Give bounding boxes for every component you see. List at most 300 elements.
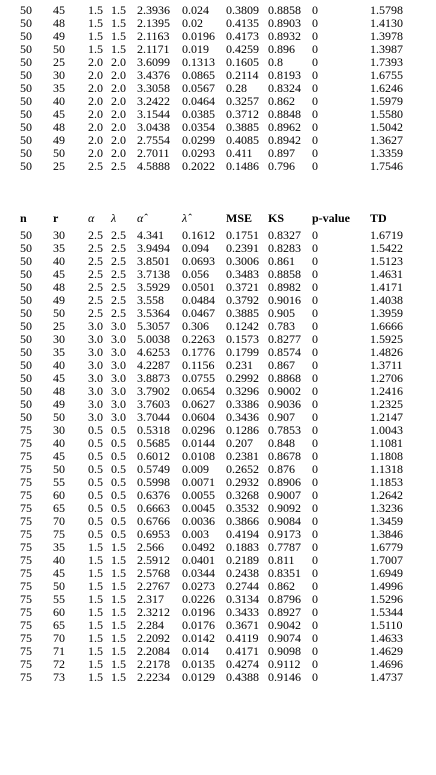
table-cell: 1.5 xyxy=(111,618,126,632)
table-cell: 2.1171 xyxy=(137,42,170,56)
table-cell: 0 xyxy=(312,553,318,567)
table-cell: 1.7393 xyxy=(370,55,403,69)
table-cell: 0 xyxy=(312,254,318,268)
table-cell: 35 xyxy=(53,241,65,255)
table-cell: 0.0654 xyxy=(182,384,215,398)
table-cell: 1.5 xyxy=(111,579,126,593)
table-cell: 1.5 xyxy=(111,566,126,580)
table-cell: 0 xyxy=(312,423,318,437)
table-cell: 0.0484 xyxy=(182,293,215,307)
table-cell: 0.0693 xyxy=(182,254,215,268)
table-cell: 3.0 xyxy=(88,319,103,333)
table-cell: 0 xyxy=(312,605,318,619)
table-cell: 3.3058 xyxy=(137,81,170,95)
table-cell: 49 xyxy=(53,397,65,411)
table-cell: 2.5 xyxy=(111,280,126,294)
table-cell: 0.862 xyxy=(268,94,295,108)
table-cell: 3.0 xyxy=(111,397,126,411)
table-cell: 0.5 xyxy=(111,501,126,515)
table-cell: 65 xyxy=(53,501,65,515)
table-cell: 0.8906 xyxy=(268,475,301,489)
table-cell: 0 xyxy=(312,228,318,242)
table-cell: 0 xyxy=(312,120,318,134)
table-cell: 0.848 xyxy=(268,436,295,450)
table-cell: 1.5 xyxy=(111,657,126,671)
table-cell: 1.3459 xyxy=(370,514,403,528)
table-cell: 2.0 xyxy=(88,146,103,160)
table-cell: 0.1612 xyxy=(182,228,215,242)
table-cell: 1.3236 xyxy=(370,501,403,515)
table-cell: 50 xyxy=(20,29,32,43)
table-cell: 75 xyxy=(20,449,32,463)
table-cell: 0.0296 xyxy=(182,423,215,437)
table-cell: 0.876 xyxy=(268,462,295,476)
table-cell: 2.5 xyxy=(111,306,126,320)
table-cell: 3.0 xyxy=(111,371,126,385)
table-cell: 1.5 xyxy=(111,3,126,17)
table-cell: 1.4171 xyxy=(370,280,403,294)
table-cell: 50 xyxy=(20,3,32,17)
column-header: MSE xyxy=(226,211,253,225)
table-cell: 0.2744 xyxy=(226,579,259,593)
table-cell: 0.0196 xyxy=(182,29,215,43)
table-cell: 0 xyxy=(312,540,318,554)
table-cell: 0.5 xyxy=(111,436,126,450)
table-cell: 1.1318 xyxy=(370,462,403,476)
table-cell: 1.3959 xyxy=(370,306,403,320)
table-cell: 0.861 xyxy=(268,254,295,268)
table-cell: 3.558 xyxy=(137,293,164,307)
table-cell: 0 xyxy=(312,514,318,528)
table-cell: 0.4259 xyxy=(226,42,259,56)
table-cell: 3.8501 xyxy=(137,254,170,268)
table-cell: 0.207 xyxy=(226,436,253,450)
table-cell: 0.0604 xyxy=(182,410,215,424)
table-cell: 3.0 xyxy=(111,332,126,346)
table-cell: 0 xyxy=(312,332,318,346)
table-cell: 0.783 xyxy=(268,319,295,333)
table-cell: 2.0 xyxy=(111,55,126,69)
table-cell: 75 xyxy=(20,618,32,632)
table-cell: 0 xyxy=(312,579,318,593)
table-cell: 30 xyxy=(53,228,65,242)
table-cell: 48 xyxy=(53,280,65,294)
table-cell: 70 xyxy=(53,514,65,528)
table-cell: 0.1883 xyxy=(226,540,259,554)
table-cell: 0.5 xyxy=(88,501,103,515)
table-cell: 1.4633 xyxy=(370,631,403,645)
table-cell: 0.4173 xyxy=(226,29,259,43)
table-cell: 0.7853 xyxy=(268,423,301,437)
table-cell: 0.0567 xyxy=(182,81,215,95)
table-cell: 0.3885 xyxy=(226,120,259,134)
table-cell: 1.5 xyxy=(88,579,103,593)
table-cell: 0.0036 xyxy=(182,514,215,528)
column-header: n xyxy=(20,211,27,225)
table-cell: 0.2022 xyxy=(182,159,215,173)
table-cell: 3.7044 xyxy=(137,410,170,424)
table-cell: 1.6755 xyxy=(370,68,403,82)
table-cell: 0.8283 xyxy=(268,241,301,255)
table-cell: 0.6766 xyxy=(137,514,170,528)
table-cell: 75 xyxy=(20,631,32,645)
table-cell: 75 xyxy=(20,566,32,580)
table-cell: 0 xyxy=(312,670,318,684)
table-cell: 75 xyxy=(20,592,32,606)
table-cell: 0.2391 xyxy=(226,241,259,255)
table-cell: 0.0354 xyxy=(182,120,215,134)
table-cell: 2.5 xyxy=(88,280,103,294)
table-cell: 3.5929 xyxy=(137,280,170,294)
table-cell: 0.897 xyxy=(268,146,295,160)
table-cell: 0.6376 xyxy=(137,488,170,502)
table-cell: 0.7787 xyxy=(268,540,301,554)
table-cell: 0 xyxy=(312,42,318,56)
table-cell: 0.1605 xyxy=(226,55,259,69)
table-cell: 2.5768 xyxy=(137,566,170,580)
table-cell: 75 xyxy=(20,670,32,684)
table-cell: 0 xyxy=(312,618,318,632)
table-cell: 1.5 xyxy=(88,42,103,56)
table-cell: 0.5 xyxy=(88,475,103,489)
table-cell: 1.5 xyxy=(88,592,103,606)
table-cell: 71 xyxy=(53,644,65,658)
table-cell: 50 xyxy=(53,462,65,476)
table-cell: 0 xyxy=(312,449,318,463)
table-cell: 2.3212 xyxy=(137,605,170,619)
table-cell: 0.3433 xyxy=(226,605,259,619)
table-cell: 45 xyxy=(53,3,65,17)
table-cell: 3.0 xyxy=(111,410,126,424)
table-cell: 4.5888 xyxy=(137,159,170,173)
table-cell: 2.5 xyxy=(111,159,126,173)
table-cell: 1.6949 xyxy=(370,566,403,580)
table-cell: 0.019 xyxy=(182,42,209,56)
table-cell: 1.5 xyxy=(88,566,103,580)
table-cell: 40 xyxy=(53,94,65,108)
table-cell: 50 xyxy=(20,397,32,411)
table-cell: 0.024 xyxy=(182,3,209,17)
table-cell: 1.4996 xyxy=(370,579,403,593)
table-cell: 65 xyxy=(53,618,65,632)
table-cell: 0.2438 xyxy=(226,566,259,580)
table-cell: 40 xyxy=(53,553,65,567)
table-cell: 25 xyxy=(53,159,65,173)
table-cell: 2.5 xyxy=(88,267,103,281)
table-cell: 0.0344 xyxy=(182,566,215,580)
table-cell: 3.1544 xyxy=(137,107,170,121)
table-cell: 1.4631 xyxy=(370,267,403,281)
table-cell: 0.0176 xyxy=(182,618,215,632)
table-cell: 3.0 xyxy=(111,384,126,398)
table-cell: 0 xyxy=(312,241,318,255)
table-cell: 50 xyxy=(20,55,32,69)
table-cell: 2.5 xyxy=(88,241,103,255)
table-cell: 0.6012 xyxy=(137,449,170,463)
table-cell: 0 xyxy=(312,280,318,294)
table-cell: 0.3436 xyxy=(226,410,259,424)
table-cell: 0.1486 xyxy=(226,159,259,173)
table-cell: 0.8574 xyxy=(268,345,301,359)
table-cell: 0.003 xyxy=(182,527,209,541)
table-cell: 0.0142 xyxy=(182,631,215,645)
table-cell: 0.8327 xyxy=(268,228,301,242)
table-cell: 0 xyxy=(312,55,318,69)
table-cell: 0.2992 xyxy=(226,371,259,385)
table-cell: 1.6246 xyxy=(370,81,403,95)
table-cell: 48 xyxy=(53,120,65,134)
table-cell: 1.4737 xyxy=(370,670,403,684)
table-cell: 1.2642 xyxy=(370,488,403,502)
table-cell: 0.0627 xyxy=(182,397,215,411)
table-cell: 1.5 xyxy=(88,644,103,658)
table-cell: 0.231 xyxy=(226,358,253,372)
table-cell: 3.9494 xyxy=(137,241,170,255)
table-cell: 0 xyxy=(312,462,318,476)
table-cell: 0.9173 xyxy=(268,527,301,541)
table-cell: 0.862 xyxy=(268,579,295,593)
table-cell: 0 xyxy=(312,107,318,121)
table-cell: 50 xyxy=(20,241,32,255)
table-cell: 0.0108 xyxy=(182,449,215,463)
table-cell: 0 xyxy=(312,68,318,82)
table-cell: 1.6666 xyxy=(370,319,403,333)
table-cell: 3.6099 xyxy=(137,55,170,69)
column-header: α xyxy=(88,211,95,225)
table-cell: 70 xyxy=(53,631,65,645)
table-cell: 35 xyxy=(53,540,65,554)
table-cell: 0.9098 xyxy=(268,644,301,658)
table-cell: 75 xyxy=(20,501,32,515)
table-cell: 1.7007 xyxy=(370,553,403,567)
table-cell: 1.5 xyxy=(88,3,103,17)
table-cell: 0.0196 xyxy=(182,605,215,619)
table-cell: 0.0464 xyxy=(182,94,215,108)
table-cell: 2.0 xyxy=(111,146,126,160)
table-cell: 0.2932 xyxy=(226,475,259,489)
table-cell: 1.3987 xyxy=(370,42,403,56)
table-cell: 0.0492 xyxy=(182,540,215,554)
table-cell: 0.0755 xyxy=(182,371,215,385)
table-cell: 75 xyxy=(20,488,32,502)
table-cell: 2.0 xyxy=(88,55,103,69)
table-cell: 4.6253 xyxy=(137,345,170,359)
table-cell: 0.0385 xyxy=(182,107,215,121)
table-cell: 2.0 xyxy=(111,68,126,82)
table-cell: 0.796 xyxy=(268,159,295,173)
table-cell: 1.5422 xyxy=(370,241,403,255)
table-cell: 0 xyxy=(312,319,318,333)
table-cell: 3.8873 xyxy=(137,371,170,385)
table-cell: 0 xyxy=(312,146,318,160)
table-cell: 0.0135 xyxy=(182,657,215,671)
table-cell: 0.9016 xyxy=(268,293,301,307)
table-cell: 0.3866 xyxy=(226,514,259,528)
table-cell: 50 xyxy=(20,94,32,108)
table-cell: 2.0 xyxy=(88,133,103,147)
table-cell: 50 xyxy=(20,228,32,242)
table-cell: 0.5 xyxy=(111,449,126,463)
table-cell: 3.7902 xyxy=(137,384,170,398)
table-cell: 3.0 xyxy=(88,410,103,424)
table-cell: 0 xyxy=(312,358,318,372)
table-cell: 0.0299 xyxy=(182,133,215,147)
table-cell: 1.1808 xyxy=(370,449,403,463)
table-cell: 2.0 xyxy=(88,120,103,134)
table-cell: 50 xyxy=(20,42,32,56)
table-cell: 1.5042 xyxy=(370,120,403,134)
table-cell: 1.5 xyxy=(88,16,103,30)
table-cell: 1.6779 xyxy=(370,540,403,554)
table-cell: 1.5 xyxy=(111,553,126,567)
table-cell: 2.5 xyxy=(88,159,103,173)
table-cell: 45 xyxy=(53,107,65,121)
table-cell: 0.2381 xyxy=(226,449,259,463)
table-cell: 0.9074 xyxy=(268,631,301,645)
table-cell: 3.0 xyxy=(111,319,126,333)
table-cell: 0.0226 xyxy=(182,592,215,606)
table-cell: 45 xyxy=(53,267,65,281)
table-cell: 0 xyxy=(312,475,318,489)
table-cell: 1.5 xyxy=(111,29,126,43)
table-cell: 50 xyxy=(20,254,32,268)
table-cell: 75 xyxy=(20,514,32,528)
table-cell: 1.3846 xyxy=(370,527,403,541)
table-cell: 75 xyxy=(20,553,32,567)
table-cell: 75 xyxy=(20,423,32,437)
column-header: TD xyxy=(370,211,387,225)
table-cell: 75 xyxy=(53,527,65,541)
table-cell: 0.905 xyxy=(268,306,295,320)
table-cell: 0.5 xyxy=(88,436,103,450)
table-cell: 0.6953 xyxy=(137,527,170,541)
column-header: KS xyxy=(268,211,285,225)
table-cell: 2.0 xyxy=(111,133,126,147)
table-cell: 2.5 xyxy=(111,293,126,307)
column-header: r xyxy=(53,211,59,225)
table-cell: 0.4388 xyxy=(226,670,259,684)
table-cell: 0 xyxy=(312,306,318,320)
table-cell: 35 xyxy=(53,345,65,359)
table-cell: 0.3006 xyxy=(226,254,259,268)
table-cell: 2.0 xyxy=(111,81,126,95)
table-cell: 0.0467 xyxy=(182,306,215,320)
table-cell: 2.0 xyxy=(111,107,126,121)
table-cell: 0.8 xyxy=(268,55,283,69)
table-cell: 0.8903 xyxy=(268,16,301,30)
table-cell: 50 xyxy=(20,81,32,95)
table-cell: 0.2114 xyxy=(226,68,259,82)
table-cell: 50 xyxy=(20,332,32,346)
table-cell: 1.2706 xyxy=(370,371,403,385)
table-cell: 0 xyxy=(312,345,318,359)
table-cell: 2.7011 xyxy=(137,146,170,160)
table-cell: 0.2263 xyxy=(182,332,215,346)
table-cell: 50 xyxy=(20,16,32,30)
table-cell: 0 xyxy=(312,94,318,108)
table-cell: 0.3809 xyxy=(226,3,259,17)
table-cell: 0 xyxy=(312,133,318,147)
table-cell: 30 xyxy=(53,68,65,82)
table-cell: 2.5 xyxy=(111,267,126,281)
table-cell: 0.8932 xyxy=(268,29,301,43)
table-cell: 0.0401 xyxy=(182,553,215,567)
table-cell: 40 xyxy=(53,254,65,268)
table-cell: 0.8927 xyxy=(268,605,301,619)
table-cell: 75 xyxy=(20,462,32,476)
table-cell: 0.3134 xyxy=(226,592,259,606)
table-cell: 0.8678 xyxy=(268,449,301,463)
table-cell: 0.907 xyxy=(268,410,295,424)
table-cell: 0.867 xyxy=(268,358,295,372)
table-cell: 1.3359 xyxy=(370,146,403,160)
table-cell: 1.5580 xyxy=(370,107,403,121)
table-cell: 75 xyxy=(20,475,32,489)
table-cell: 2.0 xyxy=(88,94,103,108)
table-cell: 0.1313 xyxy=(182,55,215,69)
table-cell: 0.5 xyxy=(111,514,126,528)
table-cell: 1.5798 xyxy=(370,3,403,17)
table-cell: 30 xyxy=(53,332,65,346)
table-cell: 3.0 xyxy=(111,358,126,372)
table-cell: 0 xyxy=(312,488,318,502)
table-cell: 50 xyxy=(20,133,32,147)
table-cell: 0 xyxy=(312,81,318,95)
table-cell: 3.0 xyxy=(88,371,103,385)
table-cell: 0.9002 xyxy=(268,384,301,398)
table-cell: 0.02 xyxy=(182,16,203,30)
table-cell: 75 xyxy=(20,657,32,671)
table-cell: 50 xyxy=(53,42,65,56)
table-cell: 75 xyxy=(20,644,32,658)
table-cell: 1.4826 xyxy=(370,345,403,359)
table-cell: 3.0 xyxy=(88,332,103,346)
table-cell: 0.3885 xyxy=(226,306,259,320)
table-cell: 2.2178 xyxy=(137,657,170,671)
table-cell: 0.014 xyxy=(182,644,209,658)
table-cell: 0 xyxy=(312,384,318,398)
table-cell: 0.1156 xyxy=(182,358,215,372)
table-cell: 0.1799 xyxy=(226,345,259,359)
table-cell: 60 xyxy=(53,605,65,619)
table-cell: 0.056 xyxy=(182,267,209,281)
table-cell: 0.5 xyxy=(111,423,126,437)
table-cell: 1.2325 xyxy=(370,397,403,411)
table-cell: 4.341 xyxy=(137,228,164,242)
table-cell: 1.5296 xyxy=(370,592,403,606)
table-cell: 0.3712 xyxy=(226,107,259,121)
table-cell: 1.5 xyxy=(88,553,103,567)
table-cell: 2.0 xyxy=(88,68,103,82)
table-cell: 1.5 xyxy=(111,42,126,56)
table-cell: 0.5998 xyxy=(137,475,170,489)
table-cell: 2.0 xyxy=(88,81,103,95)
table-cell: 1.4629 xyxy=(370,644,403,658)
table-cell: 2.5 xyxy=(88,293,103,307)
table-cell: 0.1286 xyxy=(226,423,259,437)
table-cell: 0 xyxy=(312,371,318,385)
table-cell: 1.5 xyxy=(88,631,103,645)
table-cell: 0.8962 xyxy=(268,120,301,134)
table-cell: 50 xyxy=(53,306,65,320)
table-cell: 0.4171 xyxy=(226,644,259,658)
table-cell: 0.9146 xyxy=(268,670,301,684)
table-cell: 0 xyxy=(312,16,318,30)
table-cell: 1.3978 xyxy=(370,29,403,43)
table-cell: 75 xyxy=(20,540,32,554)
table-cell: 50 xyxy=(20,146,32,160)
table-cell: 2.5 xyxy=(111,228,126,242)
